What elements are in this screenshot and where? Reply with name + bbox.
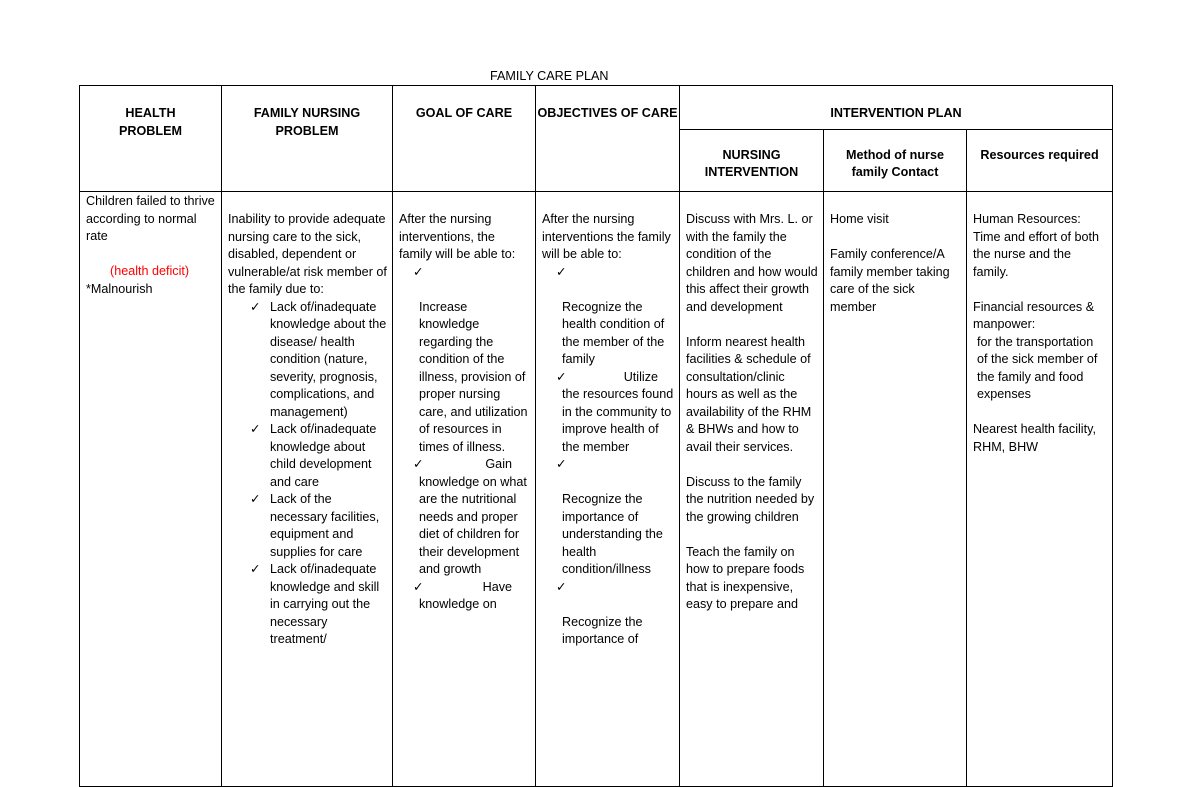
cell-method-of-contact <box>824 192 967 787</box>
cell-family-nursing-problem <box>222 192 393 787</box>
cell-goal-of-care <box>393 192 536 787</box>
financial-resources-title: Financial resources & manpower: <box>973 299 1095 331</box>
intervention-item: Inform nearest health facilities & schedule of consultation/clinic hours as well as the availability of the RHM & BHWs and how to avail their services. <box>686 334 812 454</box>
check-icon: ✓ <box>250 299 261 314</box>
family-problem-item: ✓ Lack of the necessary facilities, equipment and supplies for care <box>250 492 380 559</box>
check-icon: ✓ <box>556 264 567 279</box>
goal-intro: After the nursing interventions, the family will be able to: <box>399 212 516 261</box>
check-icon: ✓ <box>556 457 567 471</box>
contact-method-item: Home visit <box>830 212 889 226</box>
intervention-item: Discuss to the family the nutrition needed by the growing children <box>686 474 815 524</box>
human-resources-text: Time and effort of both the nurse and the family. <box>973 229 1100 279</box>
cell-nursing-intervention <box>680 192 824 787</box>
family-problem-item: ✓ Lack of/inadequate knowledge about child development and care <box>250 422 377 489</box>
header-method-of-contact: Method of nurse family Contact <box>824 129 967 191</box>
financial-resources-text: for the transportation of the sick member of the family and food expenses <box>977 334 1098 401</box>
family-problem-intro: Inability to provide adequate nursing care to the sick, disabled, dependent or vulnerable/at risk member of the family due to: <box>228 212 387 296</box>
check-icon: ✓ <box>250 492 261 506</box>
human-resources-title: Human Resources: <box>973 212 1081 226</box>
goal-item-text: knowledge on <box>419 597 497 611</box>
health-deficit-label: (health deficit) <box>110 264 190 278</box>
goal-item: Increase knowledge regarding the condition of the illness, provision of proper nursing care, and utilization of resources in times of illness. <box>419 299 528 454</box>
objectives-intro: After the nursing interventions the family will be able to: <box>542 212 671 261</box>
objective-item: Recognize the importance of understanding the health condition/illness <box>562 492 663 576</box>
goal-item-text: knowledge on what are the nutritional needs and proper diet of children for their development and growth <box>419 474 527 576</box>
objective-item: Recognize the importance of <box>562 614 643 646</box>
check-icon: ✓ <box>250 562 261 576</box>
check-icon: ✓ <box>413 264 424 279</box>
objective-item: ✓ Utilize <box>542 369 674 387</box>
objective-item: Recognize the health condition of the member of the family <box>562 299 665 366</box>
contact-method-item: Family conference/A family member taking care of the sick member <box>830 247 950 314</box>
check-icon: ✓ <box>250 422 261 436</box>
objective-item-text: the resources found in the community to improve health of the member <box>562 387 674 454</box>
header-goal-of-care: GOAL OF CARE <box>393 86 536 192</box>
nearest-facility-text: Nearest health facility, RHM, BHW <box>973 422 1096 454</box>
cell-health-problem <box>80 192 222 787</box>
goal-item: ✓ Gain <box>399 456 530 474</box>
header-resources-required: Resources required <box>967 129 1113 191</box>
health-problem-note: *Malnourish <box>86 281 153 296</box>
health-problem-text: Children failed to thrive according to normal rate <box>86 194 215 243</box>
check-icon: ✓ <box>556 369 567 384</box>
header-objectives-of-care: OBJECTIVES OF CARE <box>536 86 680 192</box>
document-title: FAMILY CARE PLAN <box>490 69 609 83</box>
header-health-problem: HEALTH PROBLEM <box>80 86 222 192</box>
family-problem-item: ✓ Lack of/inadequate knowledge about the disease/ health condition (nature, severity, prognosis, complications, and management) <box>250 299 387 419</box>
check-icon: ✓ <box>413 579 424 594</box>
family-problem-item: ✓ Lack of/inadequate knowledge and skill in carrying out the necessary treatment/ <box>250 562 380 646</box>
cell-resources-required <box>967 192 1113 787</box>
header-nursing-intervention: NURSING INTERVENTION <box>680 129 824 191</box>
intervention-item: Teach the family on how to prepare foods that is inexpensive, easy to prepare and <box>686 544 805 611</box>
intervention-item: Discuss with Mrs. L. or with the family the condition of the children and how would this affect their growth and development <box>686 212 818 314</box>
cell-objectives-of-care <box>536 192 680 787</box>
goal-item: ✓ Have <box>399 579 530 597</box>
check-icon: ✓ <box>556 579 567 594</box>
care-plan-table <box>79 85 1113 787</box>
header-family-nursing-problem: FAMILY NURSING PROBLEM <box>222 86 393 192</box>
header-intervention-plan: INTERVENTION PLAN <box>680 86 1113 130</box>
check-icon: ✓ <box>413 457 424 471</box>
